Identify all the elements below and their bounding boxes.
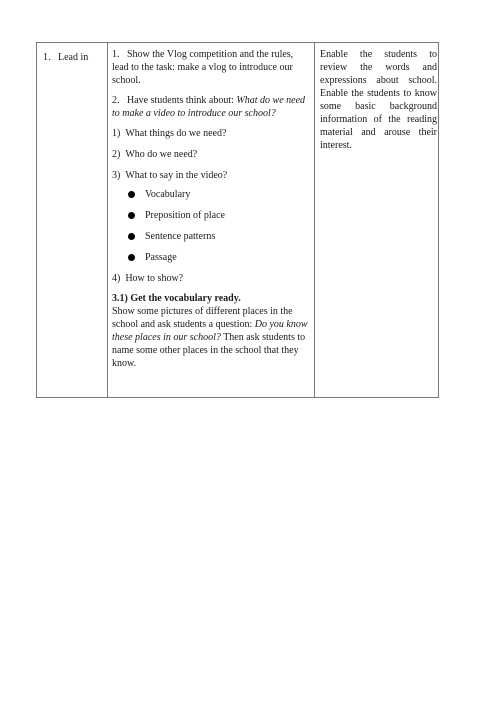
bullet-item: Vocabulary [112, 188, 310, 209]
bullet-item: Sentence patterns [112, 230, 310, 251]
activity-body: Show some pictures of different places in the school and ask students a question: Do you know these places in our school? Then ask students to name some other places in the school that they know. [112, 306, 308, 369]
activity-paragraph-2: 2. Have students think about: What do we need to make a video to introduce our school? [112, 95, 306, 119]
bullet-item: Passage [112, 251, 310, 272]
purpose-text: Enable the students to review the words and expressions about school. Enable the students to know some basic background information of the reading material and arouse their interest. [320, 49, 437, 151]
bullet-item: Preposition of place [112, 209, 310, 230]
question-3: 3) What to say in the video? [112, 170, 228, 181]
step-label: 1．Lead in [43, 52, 89, 63]
question-2: 2) Who do we need? [112, 149, 198, 160]
question-4: 4) How to show? [112, 273, 184, 284]
activity-question: What do we need to make a video to introduce our school? [112, 95, 306, 119]
content-bullet-list [112, 188, 310, 272]
bullet-dot-icon [128, 233, 135, 240]
bullet-dot-icon [128, 212, 135, 219]
bullet-dot-icon [128, 191, 135, 198]
purpose-cell [315, 43, 440, 397]
lesson-plan-table [36, 42, 439, 398]
bullet-dot-icon [128, 254, 135, 261]
step-cell [37, 43, 108, 397]
question-1: 1) What things do we need? [112, 128, 227, 139]
activity-paragraph-1: 1. Show the Vlog competition and the rules, lead to the task: make a vlog to introduce our school. [112, 49, 294, 86]
subheading: 3.1) Get the vocabulary ready. [112, 293, 241, 304]
activity-cell [108, 43, 315, 397]
